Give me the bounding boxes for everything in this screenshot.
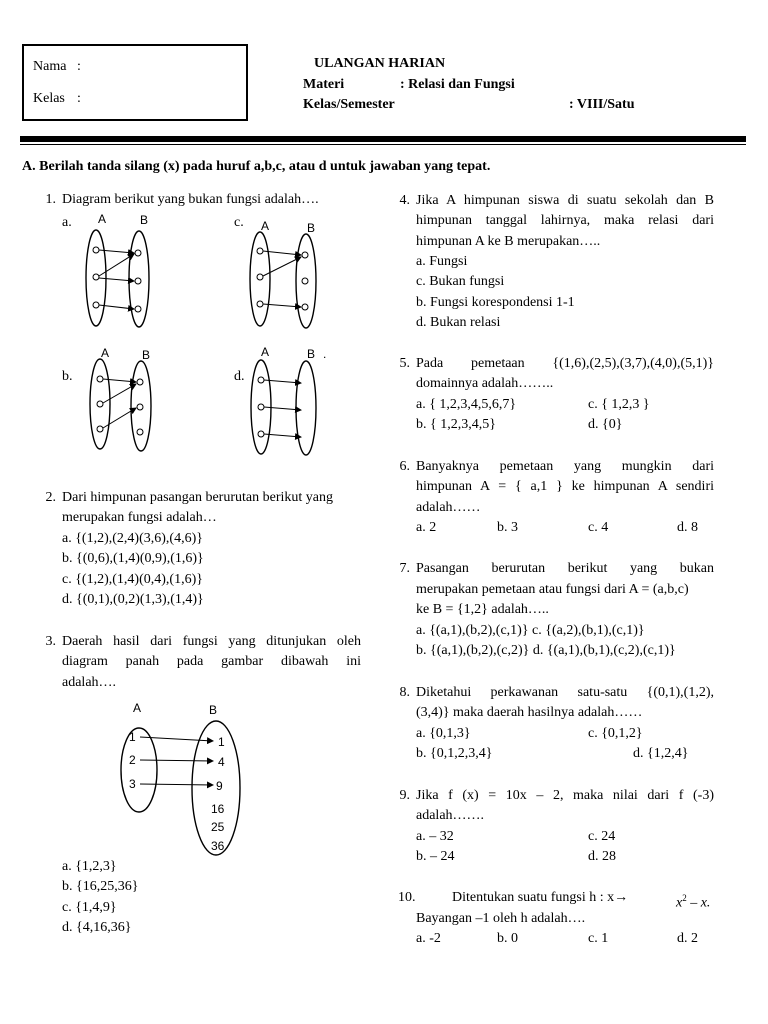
q10-line1: Ditentukan suatu fungsi h : x→ [452, 890, 629, 905]
materi-value: : Relasi dan Fungsi [400, 77, 515, 92]
q3-arrow-diagram [121, 701, 240, 855]
q6-option-d[interactable]: d. 8 [677, 520, 698, 535]
q3-codomain-9: 9 [216, 779, 223, 793]
q3-set-b-label: B [209, 703, 218, 717]
q4-number: 4. [399, 193, 410, 208]
q2-number: 2. [45, 490, 56, 505]
q9-option-c[interactable]: c. 24 [588, 829, 616, 844]
q7-options-row1[interactable]: a. {(a,1),(b,2),(c,1)} c. {(a,2),(b,1),(c,1)} [416, 623, 645, 638]
q3-codomain-16: 16 [211, 802, 225, 816]
q1b-set-a-label: A [101, 346, 110, 360]
q3-domain-2: 2 [129, 753, 136, 767]
q7-line2: merupakan pemetaan atau fungsi dari A = (a,b,c) [416, 582, 689, 597]
q4-line3: himpunan A ke B merupakan….. [416, 234, 601, 249]
kelas-semester-label: Kelas/Semester [303, 97, 395, 112]
q2-option-d[interactable]: d. {(0,1),(0,2)(1,3),(1,4)} [62, 592, 204, 607]
q10-option-a[interactable]: a. -2 [416, 931, 441, 946]
q8-option-d[interactable]: d. {1,2,4} [633, 746, 689, 761]
q1-text: Diagram berikut yang bukan fungsi adalah…. [62, 192, 319, 207]
q3-codomain-36: 36 [211, 839, 225, 853]
q5-line2: domainnya adalah…….. [416, 376, 554, 391]
q8-option-a[interactable]: a. {0,1,3} [416, 726, 471, 741]
q8-option-c[interactable]: c. {0,1,2} [588, 726, 643, 741]
q3-domain-3: 3 [129, 777, 136, 791]
q1d-dot: . [323, 347, 327, 361]
q4-option-a[interactable]: a. Fungsi [416, 254, 468, 269]
q2-line1: Dari himpunan pasangan berurutan berikut yang [62, 490, 333, 505]
q3-set-a-label: A [133, 701, 142, 715]
kelas-label: Kelas [33, 91, 65, 106]
q3-option-d[interactable]: d. {4,16,36} [62, 920, 132, 935]
q10-line2: Bayangan –1 oleh h adalah…. [416, 911, 586, 926]
q5-option-c[interactable]: c. { 1,2,3 } [588, 397, 650, 412]
q9-line2: adalah……. [416, 808, 485, 823]
q5-option-b[interactable]: b. { 1,2,3,4,5} [416, 417, 496, 432]
q1-option-d-label: d. [234, 369, 245, 384]
q1-diagram-a [86, 212, 149, 327]
q8-line1: Diketahui perkawanan satu-satu {(0,1),(1,2), [416, 685, 714, 700]
q1-option-c-label: c. [234, 215, 244, 230]
q5-number: 5. [399, 356, 410, 371]
q3-option-c[interactable]: c. {1,4,9} [62, 900, 117, 915]
q10-formula-x: x [676, 895, 683, 911]
q4-option-d[interactable]: d. Bukan relasi [416, 315, 501, 330]
q1a-set-a-label: A [98, 212, 107, 226]
q7-line1: Pasangan berurutan berikut yang bukan [416, 561, 714, 576]
q1d-set-b-label: B [307, 347, 316, 361]
q9-number: 9. [399, 788, 410, 803]
q3-line1: Daerah hasil dari fungsi yang ditunjukan oleh [62, 634, 361, 649]
q8-option-b[interactable]: b. {0,1,2,3,4} [416, 746, 493, 761]
kelas-semester-value: : VIII/Satu [569, 97, 635, 112]
q10-formula-tail: – x. [686, 895, 711, 911]
q6-line1: Banyaknya pemetaan yang mungkin dari [416, 459, 714, 474]
q5-line1: Pada pemetaan {(1,6),(2,5),(3,7),(4,0),(5,1)} [416, 356, 714, 371]
q9-option-b[interactable]: b. – 24 [416, 849, 455, 864]
q2-option-a[interactable]: a. {(1,2),(2,4)(3,6),(4,6)} [62, 531, 203, 546]
q1-diagram-c [250, 219, 316, 328]
q3-domain-1: 1 [129, 730, 136, 744]
q3-number: 3. [45, 634, 56, 649]
q10-option-b[interactable]: b. 0 [497, 931, 518, 946]
q4-option-b[interactable]: b. Fungsi korespondensi 1-1 [416, 295, 575, 310]
q10-formula [676, 888, 710, 914]
kelas-colon: : [77, 91, 81, 106]
q1-option-a-label: a. [62, 215, 72, 230]
q2-line2: merupakan fungsi adalah… [62, 510, 217, 525]
q1-number: 1. [45, 192, 56, 207]
q6-option-c[interactable]: c. 4 [588, 520, 609, 535]
q3-codomain-1: 1 [218, 735, 225, 749]
materi-label: Materi [303, 77, 345, 92]
q9-option-d[interactable]: d. 28 [588, 849, 616, 864]
q3-codomain-25: 25 [211, 820, 225, 834]
q2-option-c[interactable]: c. {(1,2),(1,4)(0,4),(1,6)} [62, 572, 203, 587]
nama-label: Nama [33, 59, 67, 74]
q8-line2: (3,4)} maka daerah hasilnya adalah…… [416, 705, 643, 720]
q9-line1: Jika f (x) = 10x – 2, maka nilai dari f (-3) [416, 788, 714, 803]
q10-formula-exponent: 2 [682, 893, 687, 903]
q7-options-row2[interactable]: b. {(a,1),(b,2),(c,2)} d. {(a,1),(b,1),(c,2),(c,1)} [416, 643, 676, 658]
q1c-set-b-label: B [307, 221, 316, 235]
nama-colon: : [77, 59, 81, 74]
section-a-instruction: A. Berilah tanda silang (x) pada huruf a,b,c, atau d untuk jawaban yang tepat. [22, 159, 491, 174]
q6-number: 6. [399, 459, 410, 474]
q1-option-b-label: b. [62, 369, 73, 384]
q10-number: 10. [398, 890, 416, 905]
q1c-set-a-label: A [261, 219, 270, 233]
q4-option-c[interactable]: c. Bukan fungsi [416, 274, 505, 289]
q10-option-d[interactable]: d. 2 [677, 931, 698, 946]
q7-number: 7. [399, 561, 410, 576]
q4-line2: himpunan tanggal lahirnya, maka relasi dari [416, 213, 714, 228]
q8-number: 8. [399, 685, 410, 700]
q10-option-c[interactable]: c. 1 [588, 931, 609, 946]
exam-title: ULANGAN HARIAN [314, 56, 446, 71]
q1-diagram-b [90, 346, 151, 451]
q6-option-a[interactable]: a. 2 [416, 520, 437, 535]
q2-option-b[interactable]: b. {(0,6),(1,4)(0,9),(1,6)} [62, 551, 204, 566]
q3-codomain-4: 4 [218, 755, 225, 769]
q3-line3: adalah…. [62, 675, 117, 690]
q4-line1: Jika A himpunan siswa di suatu sekolah dan B [416, 193, 714, 208]
q3-option-b[interactable]: b. {16,25,36} [62, 879, 139, 894]
q5-option-d[interactable]: d. {0} [588, 417, 623, 432]
q3-option-a[interactable]: a. {1,2,3} [62, 859, 117, 874]
q9-option-a[interactable]: a. – 32 [416, 829, 454, 844]
q7-line3: ke B = {1,2} adalah….. [416, 602, 549, 617]
q5-option-a[interactable]: a. { 1,2,3,4,5,6,7} [416, 397, 517, 412]
q3-line2: diagram panah pada gambar dibawah ini [62, 654, 361, 669]
q6-option-b[interactable]: b. 3 [497, 520, 518, 535]
q6-line3: adalah…… [416, 500, 481, 515]
q1a-set-b-label: B [140, 213, 149, 227]
q1d-set-a-label: A [261, 345, 270, 359]
q1b-set-b-label: B [142, 348, 151, 362]
q1-diagram-d [251, 345, 326, 455]
q6-line2: himpunan A = { a,1 } ke himpunan A sendiri [416, 479, 714, 494]
